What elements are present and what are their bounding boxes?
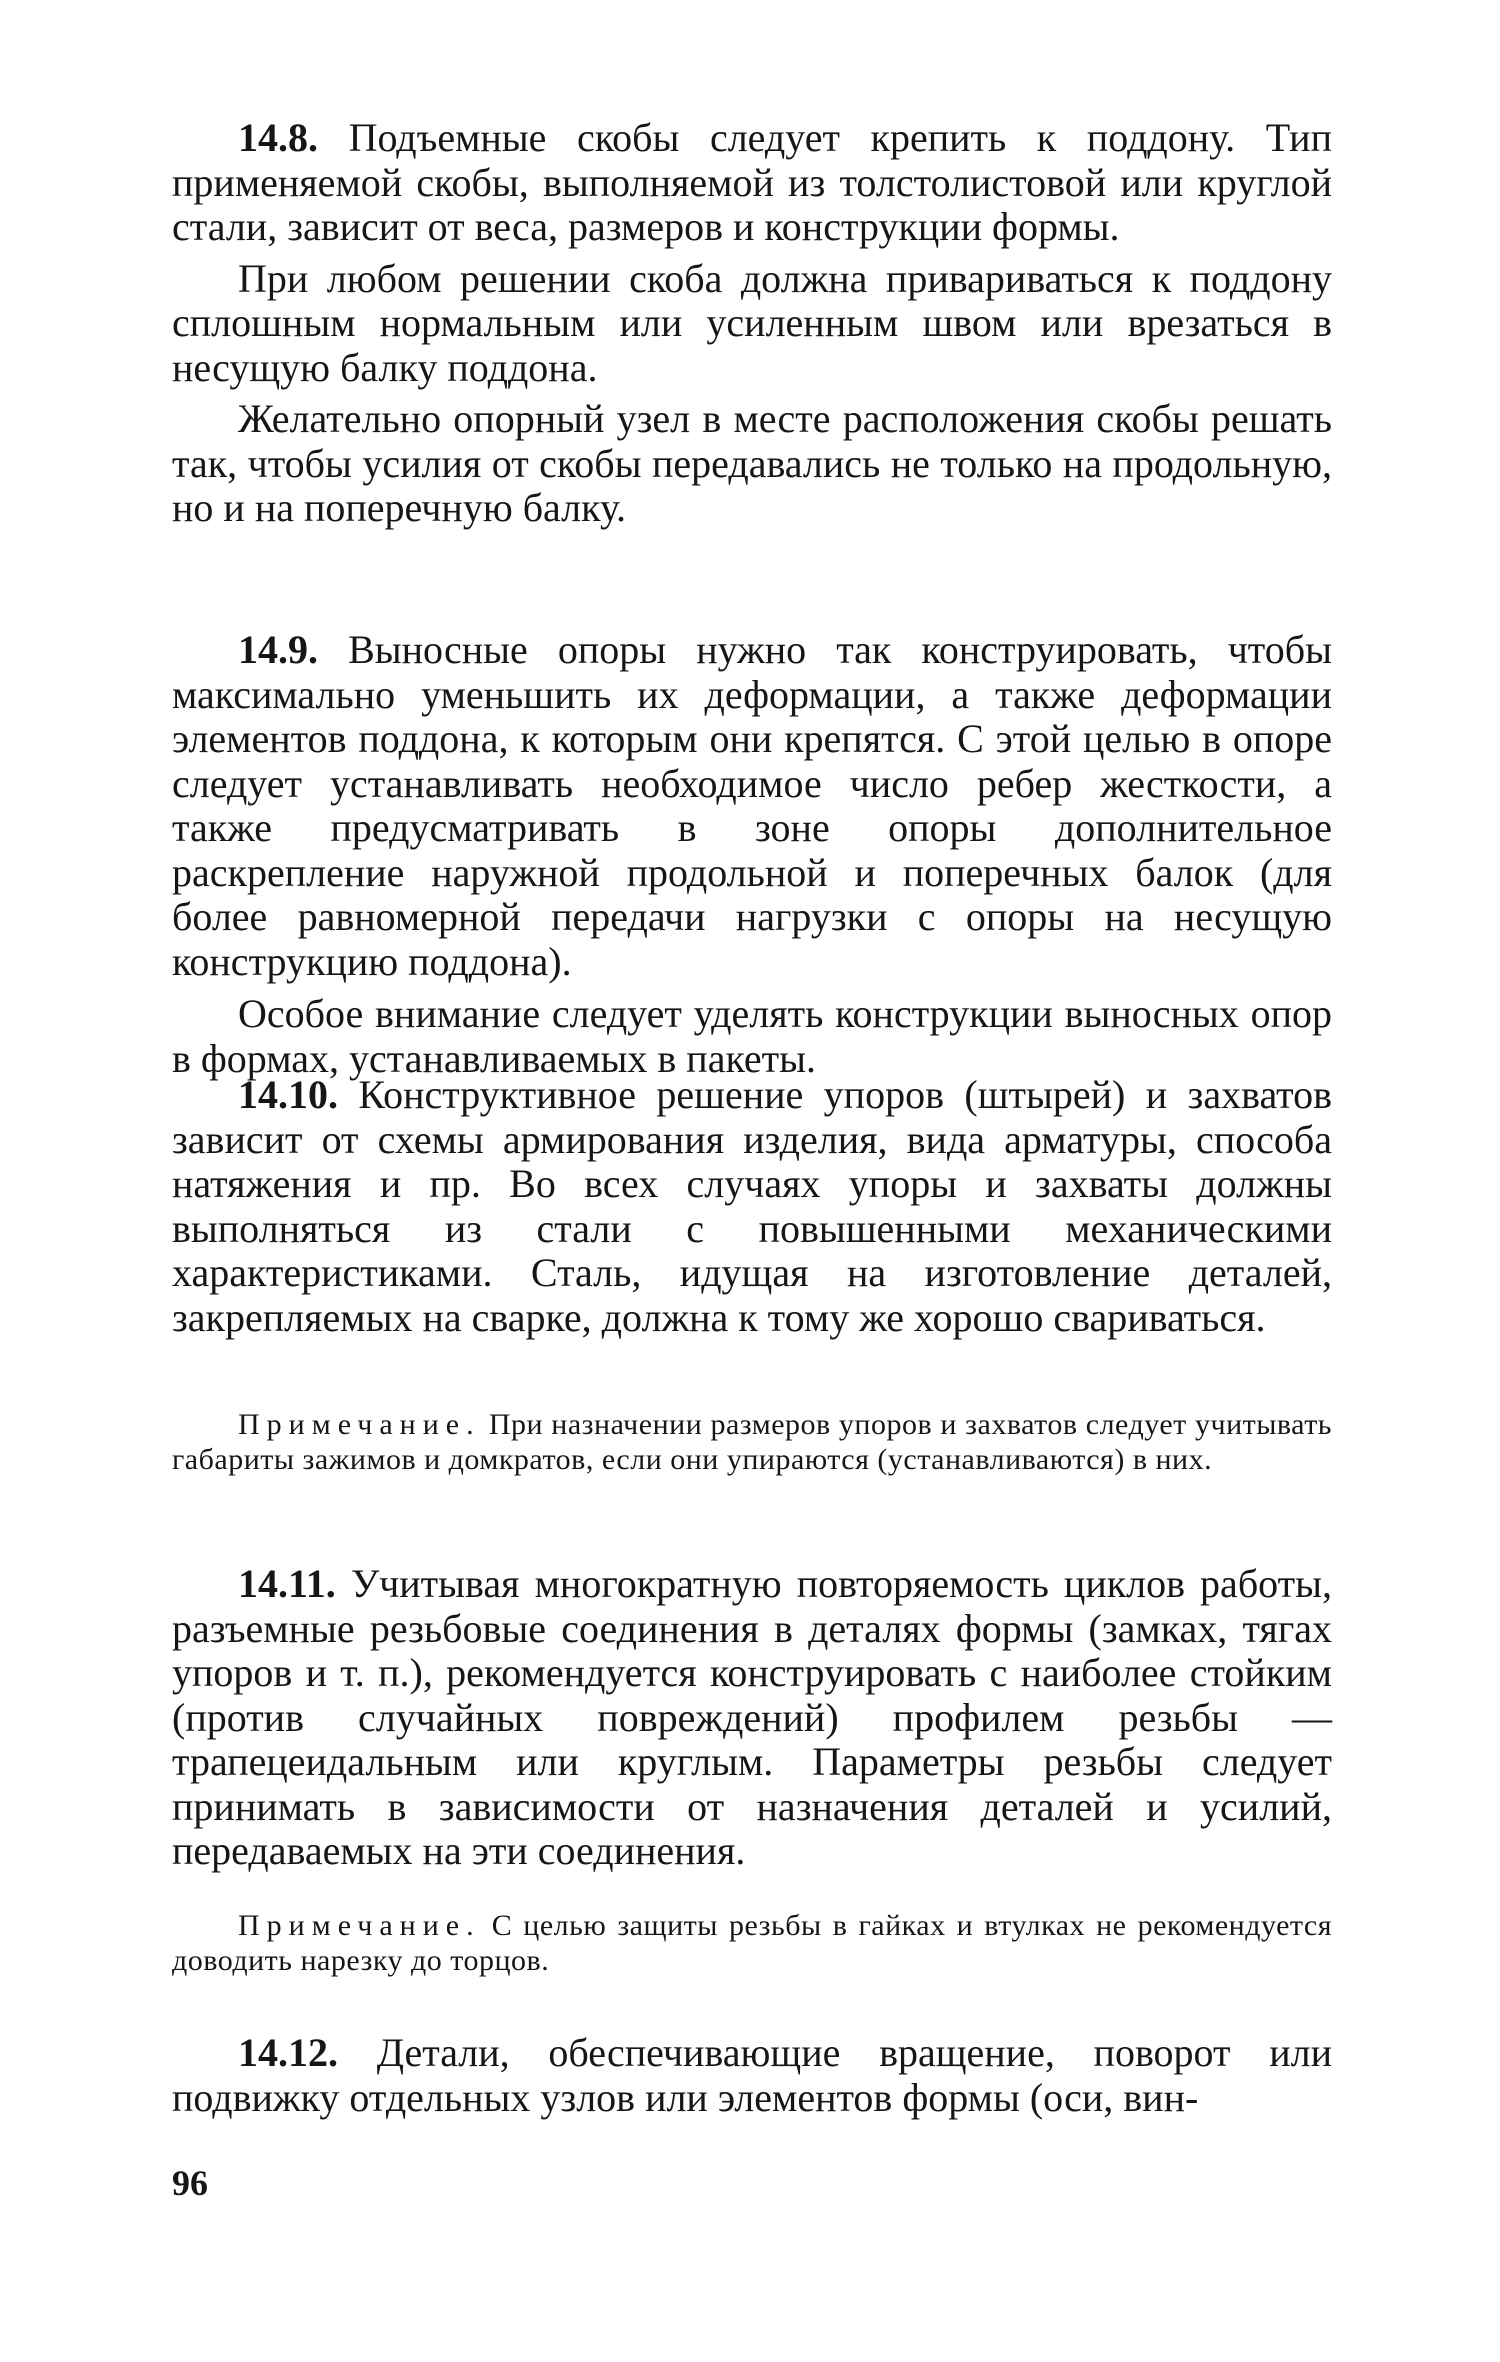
paragraph-text: Детали, обеспечивающие вращение, поворот или подвижку отдельных узлов или элементов формы (оси, вин- (172, 2030, 1332, 2120)
paragraph-text: Выносные опоры нужно так конструировать, чтобы максимально уменьшить их деформации, а также деформации элементов поддона, к которым они крепятся. С этой целью в опоре следует устанавливать необходимое число ребер жесткости, а также предусматривать в зоне опоры дополнительное раскрепление наружной продольной и поперечных балок (для более равномерной передачи нагрузки с опоры на несущую конструкцию поддона). (172, 627, 1332, 984)
section-number: 14.11. (238, 1561, 336, 1606)
section-14-9 (172, 628, 1332, 1081)
paragraph-support-node (172, 397, 1332, 531)
note-text: При назначении размеров упоров и захватов следует учитывать габариты зажимов и домкратов, если они упираются (устанавливаются) в них. (172, 1408, 1332, 1476)
paragraph-text: Желательно опорный узел в месте расположения скобы решать так, чтобы усилия от скобы передавались не только на продольную, но и на поперечную балку. (172, 396, 1332, 530)
section-14-11 (172, 1562, 1332, 1874)
note-text: С целью защиты резьбы в гайках и втулках не рекомендуется доводить нарезку до торцов. (172, 1909, 1332, 1977)
note-label: Примечание. (238, 1909, 481, 1942)
paragraph-text: Конструктивное решение упоров (штырей) и захватов зависит от схемы армирования изделия, вида арматуры, способа натяжения и пр. Во всех случаях упоры и захваты должны выполняться из стали с повышенными механическими характеристиками. Сталь, идущая на изготовление деталей, закрепляемых на сварке, должна к тому же хорошо свариваться. (172, 1072, 1332, 1340)
paragraph-14-11 (172, 1562, 1332, 1874)
paragraph-outrigger (172, 992, 1332, 1081)
paragraph-text: Учитывая многократную повторяемость циклов работы, разъемные резьбовые соединения в деталях формы (замках, тягах упоров и т. п.), рекомендуется конструировать с наиболее стойким (против случайных повреждений) профилем резьбы — трапецеидальным или круглым. Параметры резьбы следует принимать в зависимости от назначения деталей и усилий, передаваемых на эти соединения. (172, 1561, 1332, 1873)
note-label: Примечание. (238, 1408, 481, 1441)
note-2 (172, 1909, 1332, 1978)
page-number: 96 (172, 2163, 208, 2203)
paragraph-14-9 (172, 628, 1332, 984)
paragraph-text: Подъемные скобы следует крепить к поддону. Тип применяемой скобы, выполняемой из толстолистовой или круглой стали, зависит от веса, размеров и конструкции формы. (172, 115, 1332, 249)
section-number: 14.9. (238, 627, 318, 672)
paragraph-14-12 (172, 2031, 1332, 2120)
section-number: 14.10. (238, 1072, 338, 1117)
paragraph-text: Особое внимание следует уделять конструкции выносных опор в формах, устанавливаемых в пакеты. (172, 991, 1332, 1081)
note-paragraph (172, 1408, 1332, 1477)
section-14-10 (172, 1073, 1332, 1340)
paragraph-text: При любом решении скоба должна привариваться к поддону сплошным нормальным или усиленным швом или врезаться в несущую балку поддона. (172, 255, 1332, 390)
section-14-8 (172, 116, 1332, 531)
paragraph-14-8 (172, 116, 1332, 250)
section-number: 14.8. (238, 115, 318, 160)
paragraph-weld (172, 257, 1332, 391)
note-paragraph (172, 1909, 1332, 1978)
section-number: 14.12. (238, 2030, 338, 2075)
section-14-12 (172, 2031, 1332, 2120)
note-1 (172, 1408, 1332, 1477)
paragraph-14-10 (172, 1073, 1332, 1340)
